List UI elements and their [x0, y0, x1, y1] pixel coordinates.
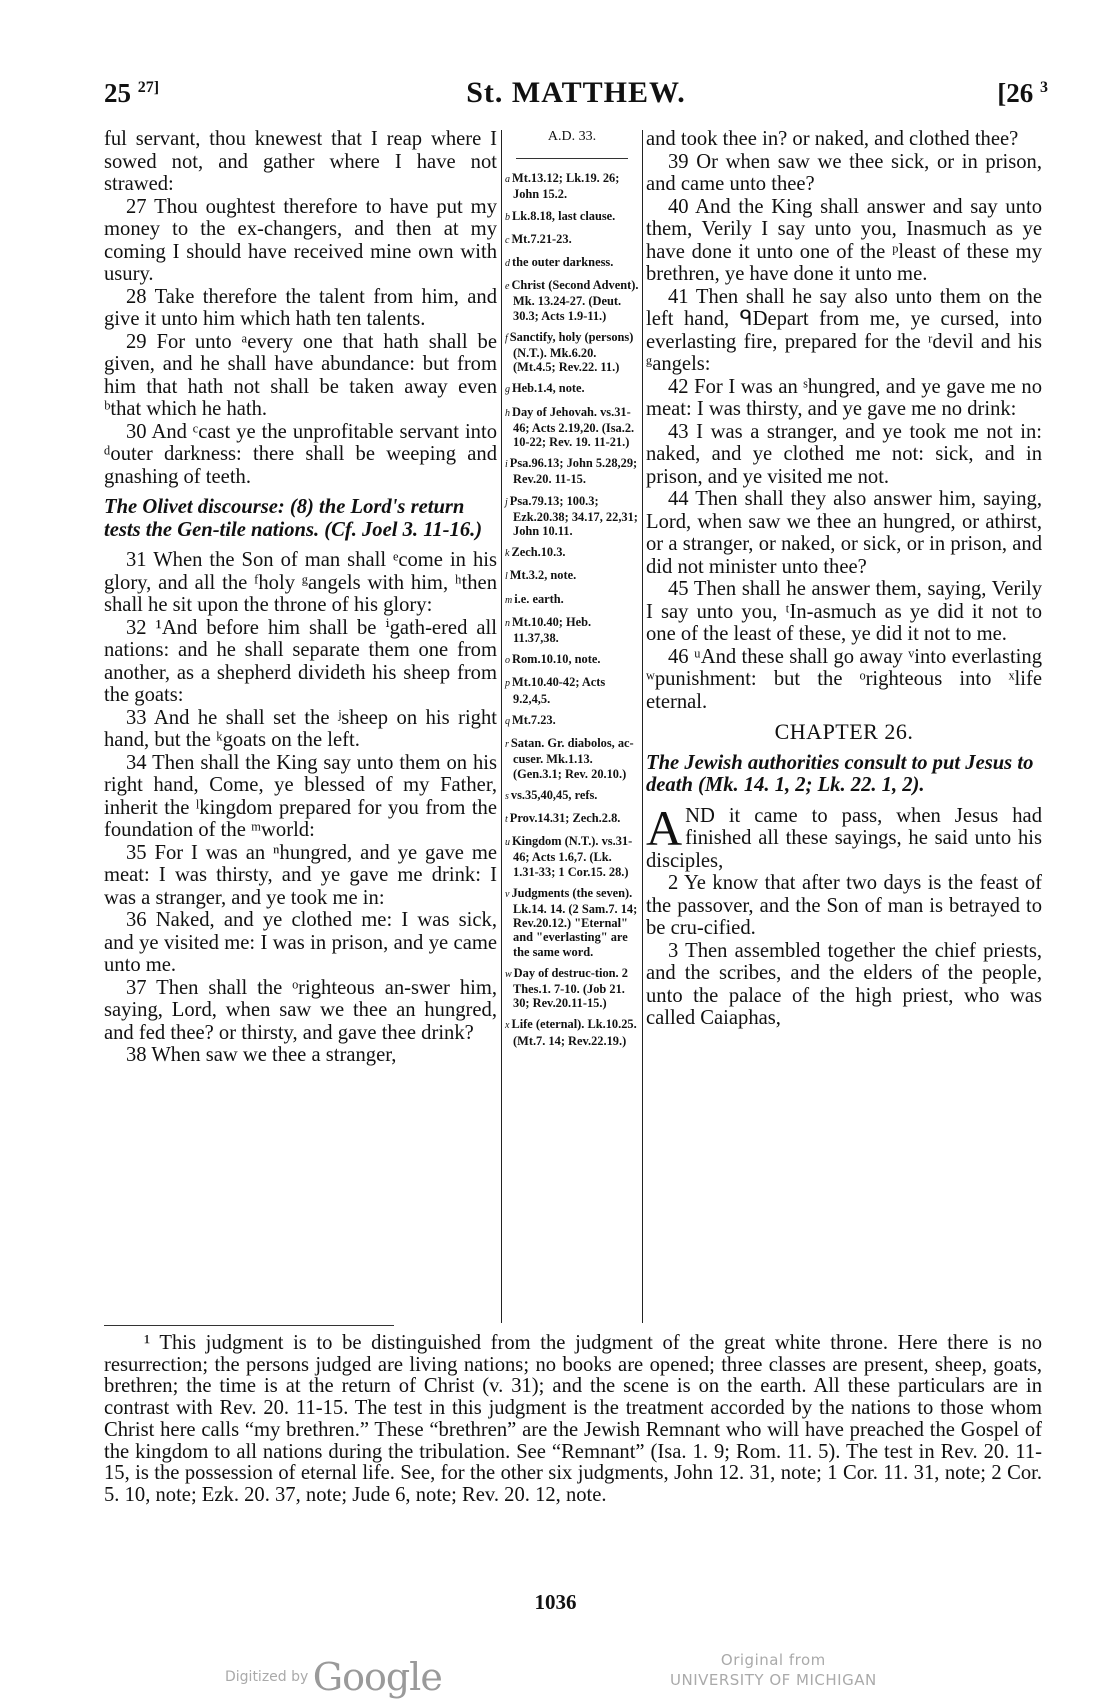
verse-paragraph: 30 And ᶜcast ye the unprofitable servant into ᵈouter darkness: there shall be weeping and gnashing of teeth. — [104, 420, 497, 488]
chapter-title: CHAPTER 26. — [774, 719, 914, 744]
cross-reference-item — [505, 255, 639, 271]
cross-reference-text: Mt.13.12; Lk.19. 26; John 15.2. — [512, 171, 620, 202]
cross-reference-text: Heb.1.4, note. — [512, 381, 585, 396]
verse-paragraph: 46 ᵘAnd these shall go away ᵛinto everlasting ʷpunishment: but the ᵒrighteous into ˣlife eternal. — [646, 645, 1042, 713]
column-divider-right — [642, 130, 643, 1323]
cross-reference-text: Mt.7.23. — [512, 712, 556, 727]
cross-reference-text: Mt.10.40; Heb. 11.37,38. — [512, 614, 592, 646]
verse-paragraph: 32 ¹And before him shall be ⁱgath-ered all nations: and he shall separate them one from another, as a shepherd divideth his sheep from the goats: — [104, 616, 497, 706]
left-text-column — [104, 128, 497, 1067]
cross-reference-letter: t — [505, 813, 508, 825]
date-label: A.D. 33. — [547, 129, 597, 144]
cross-reference-text: i.e. earth. — [514, 591, 564, 606]
cross-reference-letter: f — [505, 332, 508, 344]
verse-paragraph: 33 And he shall set the ʲsheep on his right hand, but the ᵏgoats on the left. — [104, 706, 497, 751]
cross-reference-text: Satan. Gr. diabolos, ac-cuser. Mk.1.13. (Gen.3.1; Rev. 20.10.) — [510, 736, 634, 781]
cross-reference-item — [505, 456, 639, 486]
digitized-by-google-watermark: Digitized by Google — [225, 1655, 442, 1699]
cross-reference-letter: x — [505, 1020, 510, 1032]
cross-reference-item — [505, 209, 639, 225]
cross-reference-item — [505, 171, 639, 201]
verse-paragraph: 34 Then shall the King say unto them on his right hand, Come, ye blessed of my Father, inherit the ˡkingdom prepared for you from the foundation of the ᵐworld: — [104, 751, 497, 841]
cross-reference-letter: h — [505, 407, 510, 419]
chapter-opening-paragraph: AND it came to pass, when Jesus had finished all these sayings, he said unto his disciples, — [646, 799, 1042, 872]
verse-paragraph: 31 When the Son of man shall ᵉcome in his glory, and all the ᶠholy ᵍangels with him, ʰthen shall he sit upon the throne of his glory: — [104, 549, 497, 616]
cross-reference-letter: s — [505, 790, 509, 802]
cross-reference-text: Prov.14.31; Zech.2.8. — [509, 810, 621, 825]
cross-reference-item — [505, 405, 639, 450]
footnote-rule — [104, 1325, 394, 1326]
cross-reference-item — [505, 736, 639, 781]
cross-reference-text: Lk.8.18, last clause. — [512, 208, 616, 223]
cross-reference-text: Kingdom (N.T.). vs.31-46; Acts 1.6,7. (Lk. 1.31-33; 1 Cor.15. 28.) — [512, 834, 633, 879]
cross-reference-letter: k — [505, 548, 510, 560]
cross-reference-text: Judgments (the seven). Lk.14. 14. (2 Sam.7. 14; Rev.20.12.) "Eternal" and "everlasting" are the same word. — [511, 885, 638, 959]
drop-cap: A — [646, 799, 683, 856]
cross-reference-letter: m — [505, 594, 513, 606]
cross-reference-letter: w — [505, 968, 512, 980]
verse-paragraph: 39 Or when saw we thee sick, or in prison, and came unto thee? — [646, 150, 1042, 195]
cross-reference-text: Life (eternal). Lk.10.25. (Mt.7. 14; Rev.22.19.) — [511, 1017, 637, 1048]
cross-reference-text: Rom.10.10, note. — [512, 652, 601, 667]
cross-reference-item — [505, 568, 639, 584]
footnote: ¹ This judgment is to be distinguished from the judgment of the great white throne. Here there is no resurrection; the persons judged are living nations; no books are opened; three classes are present, sheep, goats, brethren; the time is at the return of Christ (v. 31); and the scene is on the earth. All these particulars are in contrast with Rev. 20. 11-15. The test in this judgment is the treatment accorded by the nations to those whom Christ here calls “my brethren.” These “brethren” are the Jewish Remnant who will have preached the Gospel of the kingdom to all nations during the tribulation. See “Remnant” (Isa. 1. 9; Rom. 11. 5). The test in Rev. 20. 11-15, is the possession of eternal life. See, for the other six judgments, John 12. 31, note; 1 Cor. 11. 31, note; 2 Cor. 5. 10, note; Ezk. 20. 37, note; Jude 6, note; Rev. 20. 12, note. — [104, 1332, 1042, 1506]
cross-reference-letter: e — [505, 281, 510, 293]
cross-reference-item — [505, 966, 639, 1011]
cross-reference-letter: g — [505, 384, 510, 396]
verse-paragraph: 27 Thou oughtest therefore to have put my money to the ex-changers, and then at my coming I should have received mine own with usury. — [104, 195, 497, 285]
cross-reference-letter: b — [505, 211, 510, 223]
cross-reference-item — [505, 381, 639, 397]
verse-paragraph: 40 And the King shall answer and say unto them, Verily I say unto you, Inasmuch as ye have done it unto one of the ᵖleast of these my brethren, ye have done it unto me. — [646, 195, 1042, 285]
cross-reference-text: Psa.79.13; 100.3; Ezk.20.38; 34.17, 22,31; John 10.11. — [509, 493, 638, 539]
cross-reference-text: Mt.3.2, note. — [509, 568, 577, 583]
cross-reference-text: Sanctify, holy (persons) (N.T.). Mk.6.20. (Mt.4.5; Rev.22. 11.) — [509, 329, 634, 375]
verse-paragraph: 38 When saw we thee a stranger, — [126, 1044, 397, 1066]
cross-reference-text: Mt.10.40-42; Acts 9.2,4,5. — [512, 675, 606, 706]
cross-reference-item — [505, 330, 639, 375]
cross-reference-item — [505, 713, 639, 729]
header-book-title: St. MATTHEW. — [466, 76, 686, 109]
header-chapter-verse-start: 25 $^{27]}$ — [104, 78, 160, 108]
cross-reference-letter: q — [505, 715, 510, 727]
cross-reference-text: Zech.10.3. — [511, 545, 566, 560]
cross-reference-text: Day of Jehovah. vs.31-46; Acts 2.19,20. (Isa.2. 10-22; Rev. 19. 11-21.) — [512, 404, 635, 450]
cross-reference-item — [505, 494, 639, 539]
cross-reference-text: the outer darkness. — [512, 255, 614, 270]
cross-reference-item — [505, 1017, 639, 1047]
cross-reference-letter: d — [505, 258, 510, 270]
verse-paragraph: 45 Then shall he answer them, saying, Verily I say unto you, ᵗIn-asmuch as ye did it not to one of the least of these, ye did it not to me. — [646, 578, 1042, 645]
cross-reference-item — [505, 675, 639, 705]
cross-reference-item — [505, 788, 639, 804]
date-rule — [516, 158, 628, 159]
verse-paragraph: 29 For unto ᵃevery one that hath shall be given, and he shall have abundance: but from him that hath not shall be taken away even ᵇthat which he hath. — [104, 330, 497, 420]
cross-reference-letter: j — [505, 496, 508, 508]
cross-reference-text: Psa.96.13; John 5.28,29; Rev.20. 11-15. — [509, 456, 638, 487]
cross-reference-letter: a — [505, 174, 510, 186]
cross-reference-item — [505, 545, 639, 561]
cross-reference-list — [505, 171, 639, 1048]
page-number: 1036 — [534, 1590, 577, 1614]
cross-reference-letter: v — [505, 888, 510, 900]
cross-reference-letter: i — [505, 459, 508, 471]
verse-paragraph: and took thee in? or naked, and clothed thee? — [646, 128, 1019, 150]
original-source-watermark: Original from UNIVERSITY OF MICHIGAN — [670, 1651, 877, 1689]
cross-reference-letter: c — [505, 234, 510, 246]
cross-reference-letter: n — [505, 617, 510, 629]
section-heading: The Jewish authorities consult to put Jesus to death (Mk. 14. 1, 2; Lk. 22. 1, 2). — [646, 751, 1034, 796]
cross-reference-text: Day of destruc-tion. 2 Thes.1. 7-10. (Job 21. 30; Rev.20.11-15.) — [513, 965, 628, 1011]
cross-reference-text: vs.35,40,45, refs. — [510, 787, 598, 802]
cross-reference-letter: u — [505, 837, 510, 849]
cross-reference-letter: r — [505, 739, 509, 751]
cross-reference-item — [505, 886, 639, 959]
cross-reference-letter: o — [505, 655, 510, 667]
verse-paragraph: 36 Naked, and ye clothed me: I was sick, and ye visited me: I was in prison, and ye came unto me. — [104, 909, 497, 976]
verse-paragraph: 43 I was a stranger, and ye took me not in: naked, and ye clothed me not: sick, and in prison, and ye visited me not. — [646, 420, 1042, 488]
cross-reference-item — [505, 278, 639, 323]
section-heading: The Olivet discourse: (8) the Lord's return tests the Gen-tile nations. (Cf. Joel 3. 11-16.) — [104, 496, 483, 541]
cross-reference-item — [505, 592, 639, 608]
column-divider-left — [501, 130, 502, 1323]
cross-reference-item — [505, 615, 639, 645]
cross-reference-letter: p — [505, 678, 510, 690]
verse-paragraph: 28 Take therefore the talent from him, and give it unto him which hath ten talents. — [104, 285, 497, 330]
cross-reference-item — [505, 232, 639, 248]
google-logo: Google — [312, 1655, 442, 1699]
cross-reference-column — [505, 130, 639, 1055]
cross-reference-item — [505, 652, 639, 668]
verse-paragraph: 2 Ye know that after two days is the feast of the passover, and the Son of man is betrayed to be cru-cified. — [646, 872, 1042, 939]
cross-reference-text: Mt.7.21-23. — [511, 231, 572, 246]
right-text-column — [646, 128, 1042, 1030]
cross-reference-item — [505, 834, 639, 879]
header-chapter-verse-end: [26 $^3$ — [997, 78, 1048, 108]
verse-paragraph: 3 Then assembled together the chief priests, and the scribes, and the elders of the people, unto the palace of the high priest, who was called Caiaphas, — [646, 939, 1042, 1029]
verse-paragraph: ful servant, thou knewest that I reap where I sowed not, and gather where I have not strawed: — [104, 128, 497, 195]
cross-reference-item — [505, 811, 639, 827]
running-header — [104, 70, 1048, 120]
verse-paragraph: 35 For I was an ⁿhungred, and ye gave me meat: I was thirsty, and ye gave me drink: I was a stranger, and ye took me in: — [104, 841, 497, 909]
cross-reference-text: Christ (Second Advent). Mk. 13.24-27. (Deut. 30.3; Acts 1.9-11.) — [511, 278, 639, 323]
verse-paragraph: 44 Then shall they also answer him, saying, Lord, when saw we thee an hungred, or athirst, or a stranger, or naked, or sick, or in prison, and did not minister unto thee? — [646, 488, 1042, 578]
verse-paragraph: 41 Then shall he say also unto them on the left hand, ᑫDepart from me, ye cursed, into everlasting fire, prepared for the ʳdevil and his ᵍangels: — [646, 285, 1042, 375]
verse-paragraph: 37 Then shall the ᵒrighteous an-swer him, saying, Lord, when saw we thee an hungred, and fed thee? or thirsty, and gave thee drink? — [104, 976, 497, 1044]
cross-reference-letter: l — [505, 571, 508, 583]
verse-paragraph: 42 For I was an ˢhungred, and ye gave me no meat: I was thirsty, and ye gave me no drink: — [646, 375, 1042, 420]
